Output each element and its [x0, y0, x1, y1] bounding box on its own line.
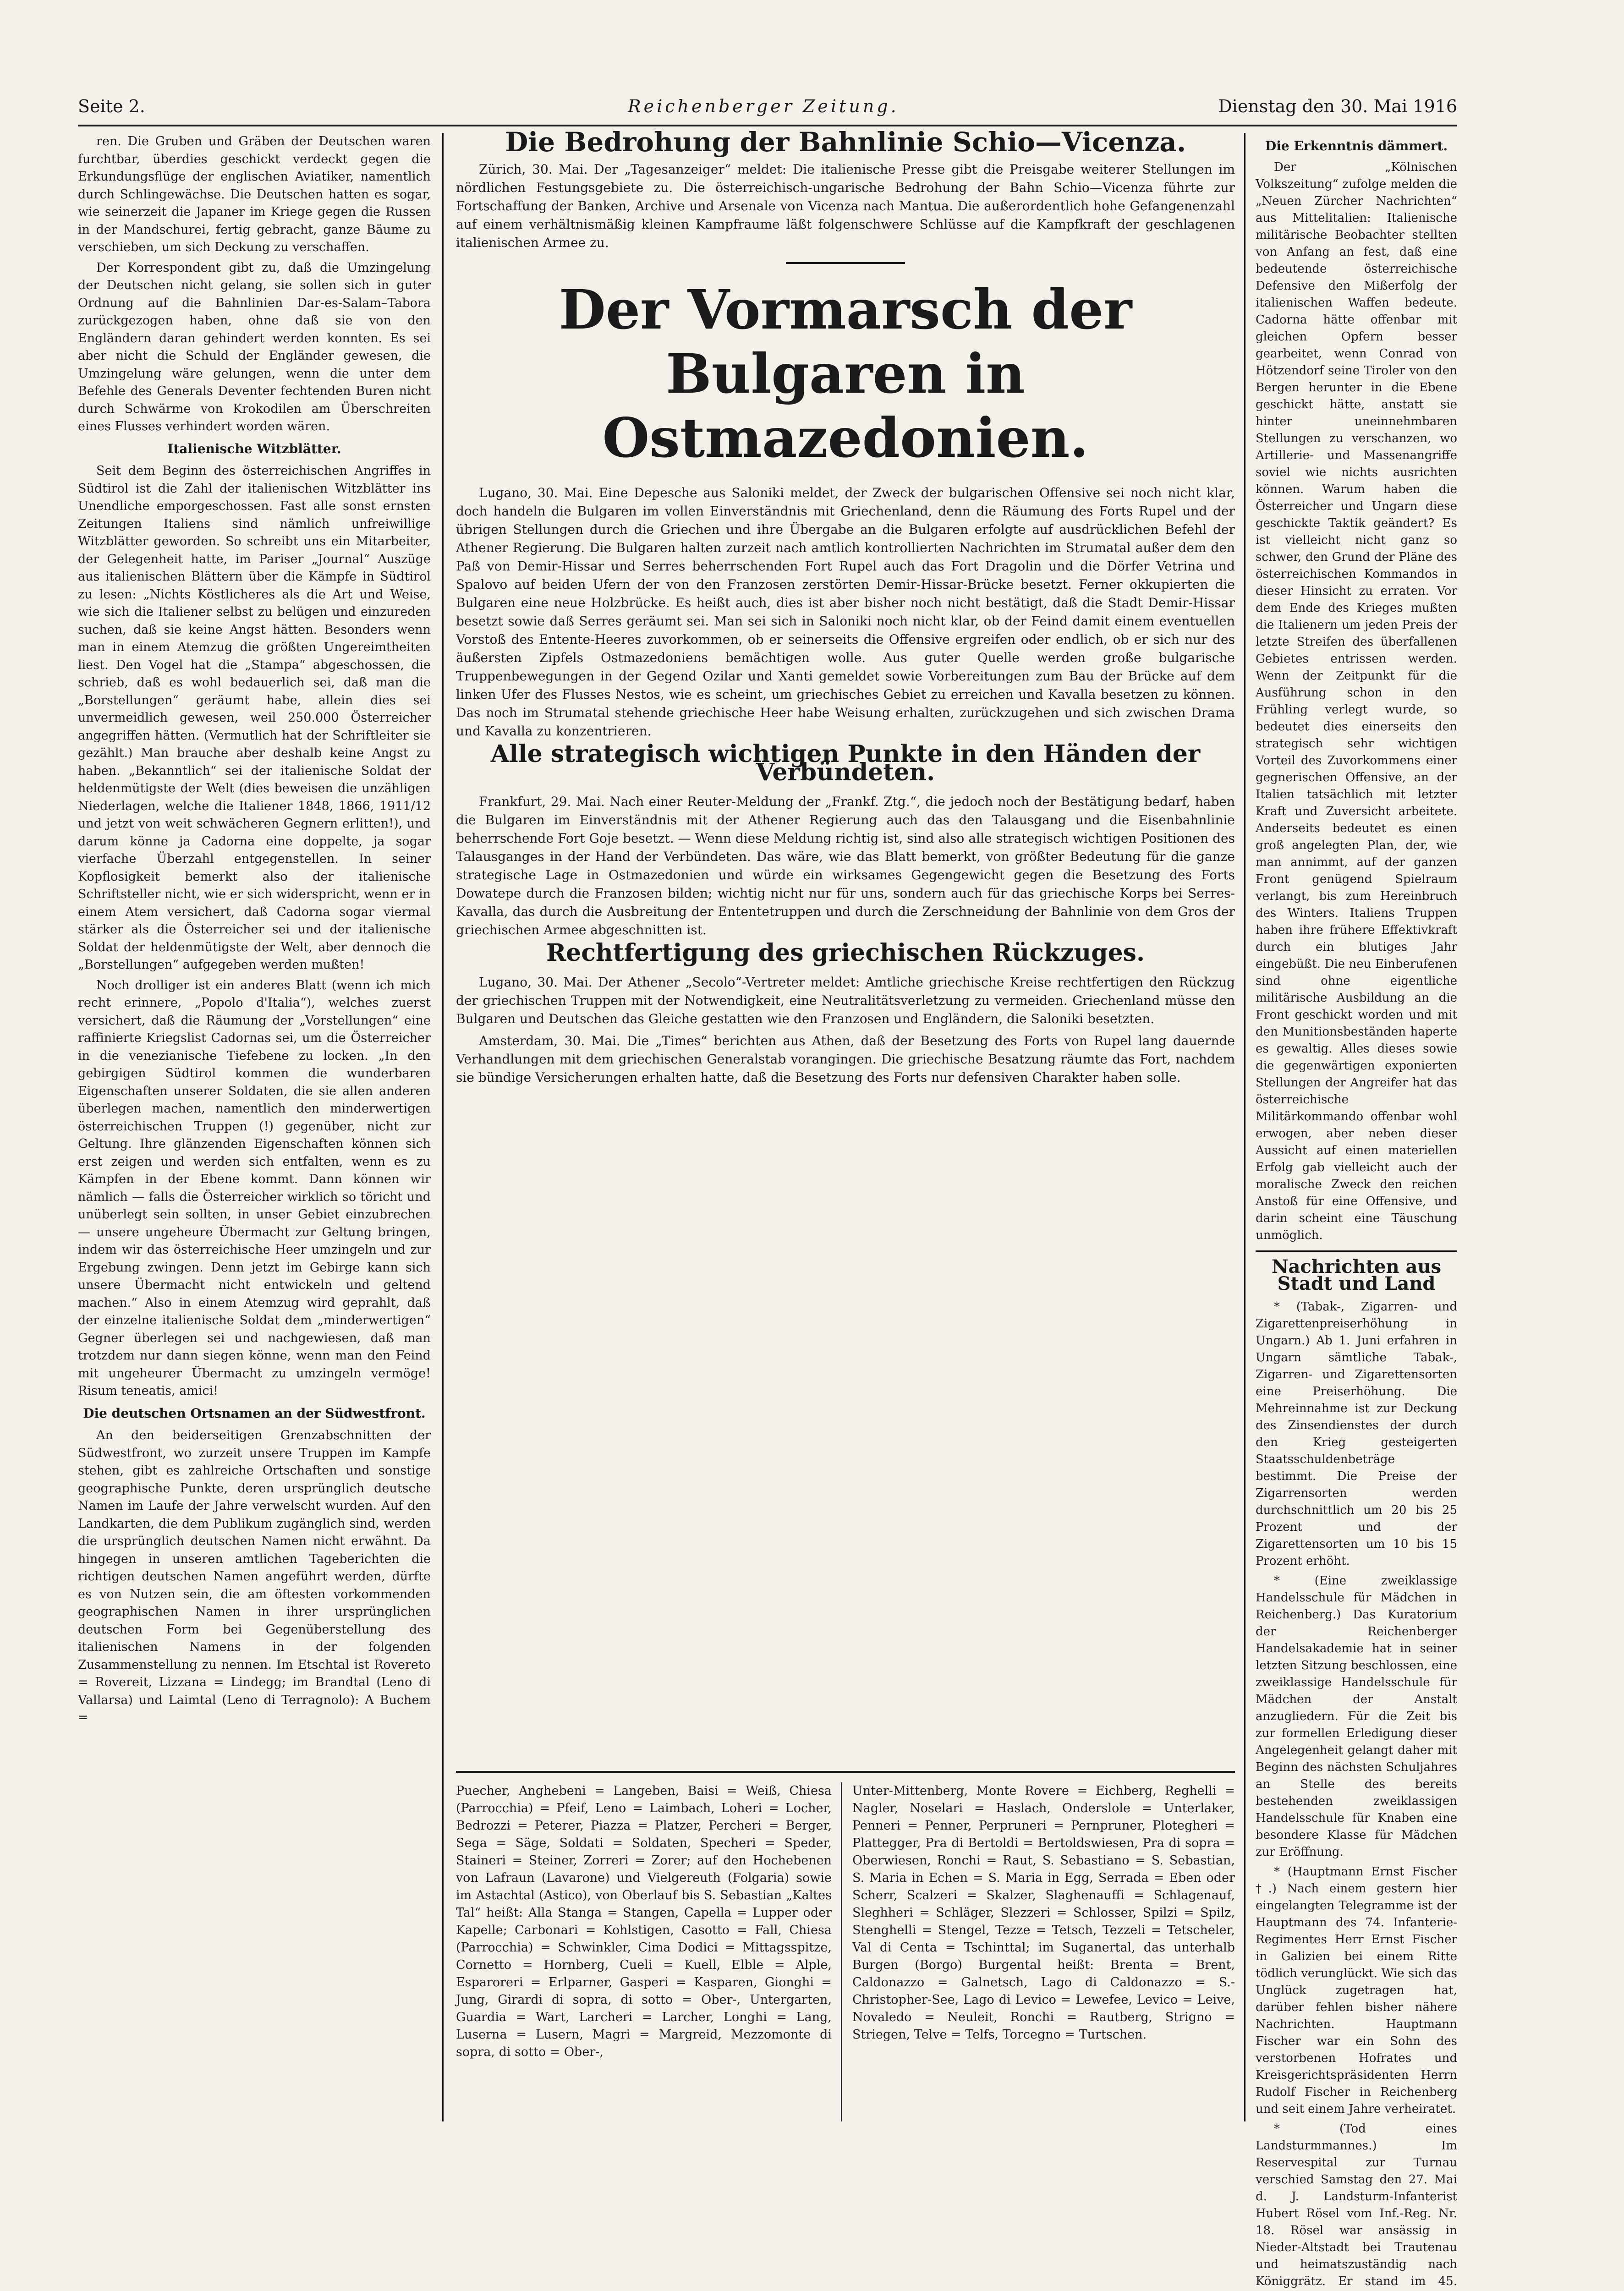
- headline-schio-vicenza: Die Bedrohung der Bahnlinie Schio—Vicenza.: [505, 126, 1186, 158]
- section-heading-local-news: Nachrichten aus Stadt und Land: [1271, 1256, 1442, 1294]
- issue-date: Dienstag den 30. Mai 1916: [1218, 96, 1457, 116]
- headline-rechtfertigung: Rechtfertigung des griechischen Rückzuges.: [546, 939, 1145, 967]
- newspaper-title: Reichenberger Zeitung.: [628, 96, 899, 116]
- paragraph: Seit dem Beginn des österreichischen Angriffes in Südtirol ist die Zahl der italienischen Witzblätter ins Unendliche emporgeschossen. Fast alle sonst ernsten Zeitungen Italiens sind nämlich unfreiwillige Witzblätter geworden. So schreibt uns ein Mitarbeiter, der Gelegenheit hatte, im Pariser „Journal“ Auszüge aus italienischen Blättern über die Kämpfe in Südtirol zu lesen: „Nichts Köstlicheres als die Art und Weise, wie sich die Italiener selbst zu belügen und einzureden suchen, daß sie keine Angst hätten. Besonders wenn man in einem Atemzug die größten Ungereimtheiten liest. Den Vogel hat die „Stampa“ abgeschossen, die schrieb, daß es wohl bedauerlich sei, daß man die „Borstellungen“ geräumt habe, allein dies sei unvermeidlich gewesen, weil 250.000 Österreicher angegriffen hätten. (Vermutlich hat der Schriftleiter sie gezählt.) Man brauche aber deshalb keine Angst zu haben. „Bekanntlich“ sei der italienische Soldat der heldenmütigste der Welt (dies beweisen die unzähligen Niederlagen, welche die Italiener 1848, 1866, 1911/12 und jetzt von weit schwächeren Gegnern erlitten!), und darum könne ja Cadorna eine doppelte, ja sogar vierfache Überzahl entgegenstellen. In seiner Kopflosigkeit bemerkt also der italienische Schriftsteller nicht, wie er sich widerspricht, wenn er in einem Atem versichert, daß Cadorna sogar viermal stärker als die Österreicher sei und der italienische Soldat der heldenmütigste der Welt, aber dennoch die „Borstellungen“ aufgegeben werden mußten!: [78, 464, 431, 972]
- article-heading: Italienische Witzblätter.: [167, 441, 341, 456]
- paragraph: Frankfurt, 29. Mai. Nach einer Reuter-Meldung der „Frankf. Ztg.“, die jedoch noch der Bestätigung bedarf, haben die Bulgaren im Einverständnis mit der Athener Regierung auch das den Talausgang und die Eisenbahnlinie beherrschende Fort Goje besetzt. — Wenn diese Meldung richtig ist, sind also alle strategisch wichtigen Positionen des Talausganges in der Hand der Verbündeten. Das wäre, wie das Blatt bemerkt, von größter Bedeutung für die ganze strategische Lage in Ostmazedonien und würde ein wirksames Gegengewicht gegen die Besetzung des Forts Dowatepe durch die Franzosen bilden; wichtig nicht nur für uns, sondern auch für das griechische Korps bei Serres-Kavalla, das durch die Ausbreitung der Ententetruppen und durch die Zerschneidung der Bahnlinie von dem Gros der griechischen Armee abgeschnitten ist.: [456, 794, 1235, 937]
- headline-strategisch: Alle strategisch wichtigen Punkte in den Händen der Verbündeten.: [490, 740, 1201, 786]
- section-rule: [786, 262, 905, 264]
- paragraph: Lugano, 30. Mai. Der Athener „Secolo“-Vertreter meldet: Amtliche griechische Kreise rechtfertigen den Rückzug der griechischen Truppen mit der Notwendigkeit, eine Neutralitätsverletzung zu vermeiden. Griechenland müsse den Bulgaren und Deutschen das Gleiche gestatten wie den Franzosen und Engländern, die Saloniki besetzten.: [456, 975, 1235, 1026]
- place-names-list: Unter-Mittenberg, Monte Rovere = Eichberg, Reghelli = Nagler, Noselari = Haslach, Onderslole = Unterlaker, Penneri = Penner, Perpruneri = Pernpruner, Plotegheri = Plattegger, Pra di Bertoldi = Bertoldswiesen, Pra di sopra = Oberwiesen, Ronchi = Raut, S. Sebastiano = S. Sebastian, S. Maria in Echen = S. Maria in Egg, Serrada = Eben oder Scherr, Scalzeri = Skalzer, Slaghenauffi = Schlagenauf, Sleghheri = Schläger, Slezzeri = Schlosser, Spilzi = Spilz, Stenghelli = Stengel, Tezze = Tetsch, Tezzeli = Tetscheler, Val di Centa = Tschinttal; im Suganertal, das unterhalb Burgen (Borgo) Burgental heißt: Brenta = Brent, Caldonazzo = Galnetsch, Lago di Caldonazzo = S.-Christopher-See, Lago di Levico = Lewefee, Levico = Leive, Novaledo = Neuleit, Ronchi = Rautberg, Strigno = Striegen, Telve = Telfs, Torcegno = Turtschen.: [852, 1784, 1235, 2042]
- news-item: * (Hauptmann Ernst Fischer †.) Nach einem gestern hier eingelangten Telegramme ist der Hauptmann des 74. Infanterie-Regimentes Herr Ernst Fischer in Galizien bei einem Ritte tödlich verunglückt. Wie sich das Unglück zugetragen hat, darüber fehlen bisher nähere Nachrichten. Hauptmann Fischer war ein Sohn des verstorbenen Hofrates und Kreisgerichtspräsidenten Herrn Rudolf Fischer in Reichenberg und seit einem Jahre verheiratet.: [1256, 1865, 1457, 2116]
- paragraph: ren. Die Gruben und Gräben der Deutschen waren furchtbar, überdies geschickt verdeckt gegen die Erkundungsflüge der englischen Aviatiker, namentlich durch Schlingewächse. Die Deutschen hatten es sogar, wie seinerzeit die Japaner im Kriege gegen die Russen in der Mandschurei, fertig gebracht, ganze Bäume zu verschieben, um sich Deckung zu verschaffen.: [78, 134, 431, 254]
- paragraph: Lugano, 30. Mai. Eine Depesche aus Saloniki meldet, der Zweck der bulgarischen Offensive sei noch nicht klar, doch handeln die Bulgaren im vollen Einverständnis mit Griechenland, denn die Räumung des Forts Rupel und der übrigen Stellungen durch die Griechen und ihre Übergabe an die Bulgaren erfolgte auf ausdrücklichen Befehl der Athener Regierung. Die Bulgaren halten zurzeit nach amtlich kontrollierten Nachrichten im Strumatal außer dem den Paß von Demir-Hissar und Serres beherrschenden Fort Rupel auch das Fort Dragolin und die Dörfer Vetrina und Spalovo auf beiden Ufern der von den Franzosen zerstörten Demir-Hissar-Brücke besetzt. Ferner okkupierten die Bulgaren eine neue Holzbrücke. Es heißt auch, dies ist aber bisher noch nicht bestätigt, daß die Stadt Demir-Hissar besetzt sowie daß Serres geräumt sei. Man sei sich in Saloniki noch nicht klar, ob der Feind damit einem eventuellen Vorstoß des Entente-Heeres zuvorkommen, ob er seinerseits die Offensive ergreifen oder endlich, ob er sich nur des äußersten Zipfels Ostmazedoniens bemächtigen wolle. Aus guter Quelle werden große bulgarische Truppenbewegungen in der Gegend Ozilar und Xanti gemeldet sowie Vorbereitungen zum Bau der Brücke auf dem linken Ufer des Flusses Nestos, wie es scheint, um griechisches Gebiet zu erreichen und Kavalla besetzen zu können. Das noch im Strumatal stehende griechische Heer habe Weisung erhalten, zurückzugehen und sich zwischen Drama und Kavalla zu konzentrieren.: [456, 485, 1235, 739]
- column-divider: [841, 1782, 842, 2121]
- column-divider: [442, 133, 444, 2121]
- column-bottom-right: [852, 1782, 1235, 2121]
- page-header: [78, 92, 1457, 128]
- column-divider: [1244, 133, 1245, 2121]
- column-left: [78, 133, 431, 2121]
- headline-bulgaren: Der Vormarsch der Bulgaren in Ostmazedonien.: [559, 278, 1132, 470]
- center-bottom-rule: [456, 1771, 1235, 1773]
- paragraph: Der „Kölnischen Volkszeitung“ zufolge melden die „Neuen Zürcher Nachrichten“ aus Mittelitalien: Italienische militärische Beobachter stellten von Anfang an fest, daß eine bedeutende österreichische Defensive den Mißerfolg der italienischen Waffen bedeute. Cadorna hätte offenbar mit gleichen Opfern besser gearbeitet, wenn Conrad von Hötzendorf seine Tiroler von den Bergen herunter in die Ebene geschickt hätte, anstatt sie hinter uneinnehmbaren Stellungen zu verschanzen, wo Artillerie- und Massenangriffe soviel wie nichts ausrichten können. Warum haben die Österreicher und Ungarn diese geschickte Taktik geändert? Es ist vielleicht nicht ganz so schwer, den Grund der Pläne des österreichischen Kommandos in dieser Hinsicht zu erraten. Vor dem Ende des Krieges mußten die Italienern um jeden Preis der letzte Streifen des überfallenen Gebietes entrissen werden. Wenn der Zeitpunkt für die Ausführung schon in den Frühling verlegt wurde, so bedeutet dies einerseits den strategisch sehr wichtigen Vorteil des Zuvorkommens einer gegnerischen Offensive, an der Italien tatsächlich mit letzter Kraft und Zuversicht arbeitete. Anderseits bedeutet es einen groß angelegten Plan, der, wie man annimmt, auf der ganzen Front genügend Spielraum verlangt, bis zum Hereinbruch des Winters. Italiens Truppen haben ihre frühere Effektivkraft durch ein blutiges Jahr eingebüßt. Die neu Einberufenen sind ohne eigentliche militärische Ausbildung an die Front geschickt worden und mit den Munitionsbeständen haperte es gewaltig. Alles dieses sowie die gegenwärtigen exponierten Stellungen der Angreifer hat das österreichische Militärkommando offenbar wohl erwogen, aber neben dieser Aussicht auf einen materiellen Erfolg gab vielleicht auch der moralische Zweck den reichen Anstoß für eine Offensive, und darin scheint eine Täuschung unmöglich.: [1256, 160, 1457, 1242]
- paragraph: Amsterdam, 30. Mai. Die „Times“ berichten aus Athen, daß der Besetzung des Forts von Rupel lang dauernde Verhandlungen mit dem griechischen Generalstab vorangingen. Die griechische Besatzung räumte das Fort, nachdem sie bündige Versicherungen erhalten hatte, daß die Besetzung des Forts nur defensiven Charakter haben solle.: [456, 1033, 1235, 1085]
- article-heading: Die Erkenntnis dämmert.: [1265, 138, 1448, 153]
- paragraph: An den beiderseitigen Grenzabschnitten der Südwestfront, wo zurzeit unsere Truppen im Kampfe stehen, gibt es zahlreiche Ortschaften und sonstige geographische Punkte, deren ursprünglich deutsche Namen im Laufe der Jahre verwelscht wurden. Auf den Landkarten, die dem Publikum zugänglich sind, werden die ursprünglich deutschen Namen nicht erwähnt. Da hingegen in unseren amtlichen Tageberichten die richtigen deutschen Namen angeführt werden, dürfte es von Nutzen sein, die am öftesten vorkommenden geographischen Namen in ihrer ursprünglichen deutschen Form bei Gegenüberstellung des italienischen Namens in der folgenden Zusammenstellung zu nennen. Im Etschtal ist Rovereto = Rovereit, Lizzana = Lindegg; im Brandtal (Leno di Vallarsa) und Laimtal (Leno di Terragnolo): A Buchem =: [78, 1428, 431, 1725]
- news-item: * (Tod eines Landsturmmannes.) Im Reservespital zur Turnau verschied Samstag den 27. Mai d. J. Landsturm-Infanterist Hubert Rösel vom Inf.-Reg. Nr. 18. Rösel war ansässig in Nieder-Altstadt bei Trautenau und heimatszuständig nach Königgrätz. Er stand im 45.: [1256, 2122, 1457, 2288]
- column-right: [1256, 133, 1457, 2288]
- news-item: * (Tabak-, Zigarren- und Zigarettenpreiserhöhung in Ungarn.) Ab 1. Juni erfahren in Ungarn sämtliche Tabak-, Zigarren- und Zigarettensorten eine Preiserhöhung. Die Mehreinnahme ist zur Deckung des Zinsendienstes der durch den Krieg gesteigerten Staatsschuldenbeträge bestimmt. Die Preise der Zigarrensorten werden durchschnittlich um 20 bis 25 Prozent und der Zigarettensorten um 10 bis 15 Prozent erhöht.: [1256, 1300, 1457, 1568]
- article-heading: Die deutschen Ortsnamen an der Südwestfront.: [83, 1405, 426, 1421]
- newspaper-page: [78, 92, 1457, 2288]
- paragraph: Der Korrespondent gibt zu, daß die Umzingelung der Deutschen nicht gelang, sie sollen sich in guter Ordnung auf die Bahnlinien Dar-es-Salam–Tabora zurückgezogen haben, ohne daß sie von den Engländern daran gehindert werden konnten. Es sei aber nicht die Schuld der Engländer gewesen, die Umzingelung wäre gelungen, wenn die unter dem Befehle des Generals Deventer fechtenden Buren nicht durch Schwärme von Krokodilen am Überschreiten eines Flusses verhindert worden wären.: [78, 260, 431, 433]
- paragraph: Zürich, 30. Mai. Der „Tagesanzeiger“ meldet: Die italienische Presse gibt die Preisgabe weiterer Stellungen im nördlichen Festungsgebiete zu. Die österreichisch-ungarische Bedrohung der Bahn Schio—Vicenza führte zur Fortschaffung der Banken, Archive und Arsenale von Vicenza nach Mantua. Die außerordentlich hohe Gefangenenzahl auf einem verhältnismäßig kleinen Kampfraume läßt folgenschwere Schlüsse auf die Kampfkraft der geschlagenen italienischen Armee zu.: [456, 162, 1235, 250]
- page-number: Seite 2.: [78, 96, 145, 116]
- column-center: [456, 126, 1235, 1755]
- place-names-list: Puecher, Anghebeni = Langeben, Baisi = Weiß, Chiesa (Parrocchia) = Pfeif, Leno = Laimbach, Loheri = Locher, Bedrozzi = Peterer, Piazza = Platzer, Percheri = Berger, Sega = Säge, Soldati = Soldaten, Specheri = Speder, Staineri = Steiner, Zorreri = Zorer; auf den Hochebenen von Lafraun (Lavarone) und Vielgereuth (Folgaria) sowie im Astachtal (Astico), von Oberlauf bis S. Sebastian „Kaltes Tal“ heißt: Alla Stanga = Stangen, Capella = Lupper oder Kapelle; Carbonari = Kohlstigen, Casotto = Fall, Chiesa (Parrocchia) = Schwinkler, Cima Dodici = Mittagsspitze, Cornetto = Hornberg, Cueli = Kuell, Elble = Alple, Esparoreri = Erlparner, Gasperi = Kasparen, Gionghi = Jung, Girardi di sopra, di sotto = Ober-, Untergarten, Guardia = Wart, Larcheri = Larcher, Longhi = Lang, Luserna = Lusern, Magri = Margreid, Mezzomonte di sopra, di sotto = Ober-,: [456, 1784, 832, 2059]
- paragraph: Noch drolliger ist ein anderes Blatt (wenn ich mich recht erinnere, „Popolo d'Italia“), welches zuerst versichert, daß die Räumung der „Vorstellungen“ eine raffinierte Kriegslist Cadornas sei, um die Österreicher in die venezianische Tiefebene zu locken. „In den gebirgigen Südtirol kommen die wunderbaren Eigenschaften unserer Soldaten, die sie allen anderen überlegen machen, namentlich den minderwertigen österreichischen Truppen (!) gegenüber, nicht zur Geltung. Ihre glänzenden Eigenschaften können sich erst zeigen und werden sich entfalten, wenn es zu Kämpfen in der Ebene kommt. Dann können wir nämlich — falls die Österreicher wirklich so töricht und unüberlegt sein sollten, in unser Gebiet einzubrechen — unsere ungeheure Übermacht zur Geltung bringen, indem wir das österreichische Heer umzingeln und zur Ergebung zwingen. Denn jetzt im Gebirge kann sich unsere Übermacht nicht entwickeln und geltend machen.“ Also in einem Atemzug wird geprahlt, daß der einzelne italienische Soldat dem „minderwertigen“ Gegner überlegen sei und nachgewiesen, daß man trotzdem nur dann siegen könne, wenn man den Feind mit ungeheurer Übermacht zu umzingeln vermöge! Risum teneatis, amici!: [78, 978, 431, 1398]
- news-item: * (Eine zweiklassige Handelsschule für Mädchen in Reichenberg.) Das Kuratorium der Reichenberger Handelsakademie hat in seiner letzten Sitzung beschlossen, eine zweiklassige Handelsschule für Mädchen der Anstalt anzugliedern. Für die Zeit bis zur formellen Erledigung dieser Angelegenheit gelangt daher mit Beginn des nächsten Schuljahres an Stelle des bereits bestehenden zweiklassigen Handelsschule für Knaben eine besondere Klasse für Mädchen zur Eröffnung.: [1256, 1574, 1457, 1859]
- section-rule: [1256, 1250, 1457, 1252]
- column-bottom-left: [456, 1782, 832, 2121]
